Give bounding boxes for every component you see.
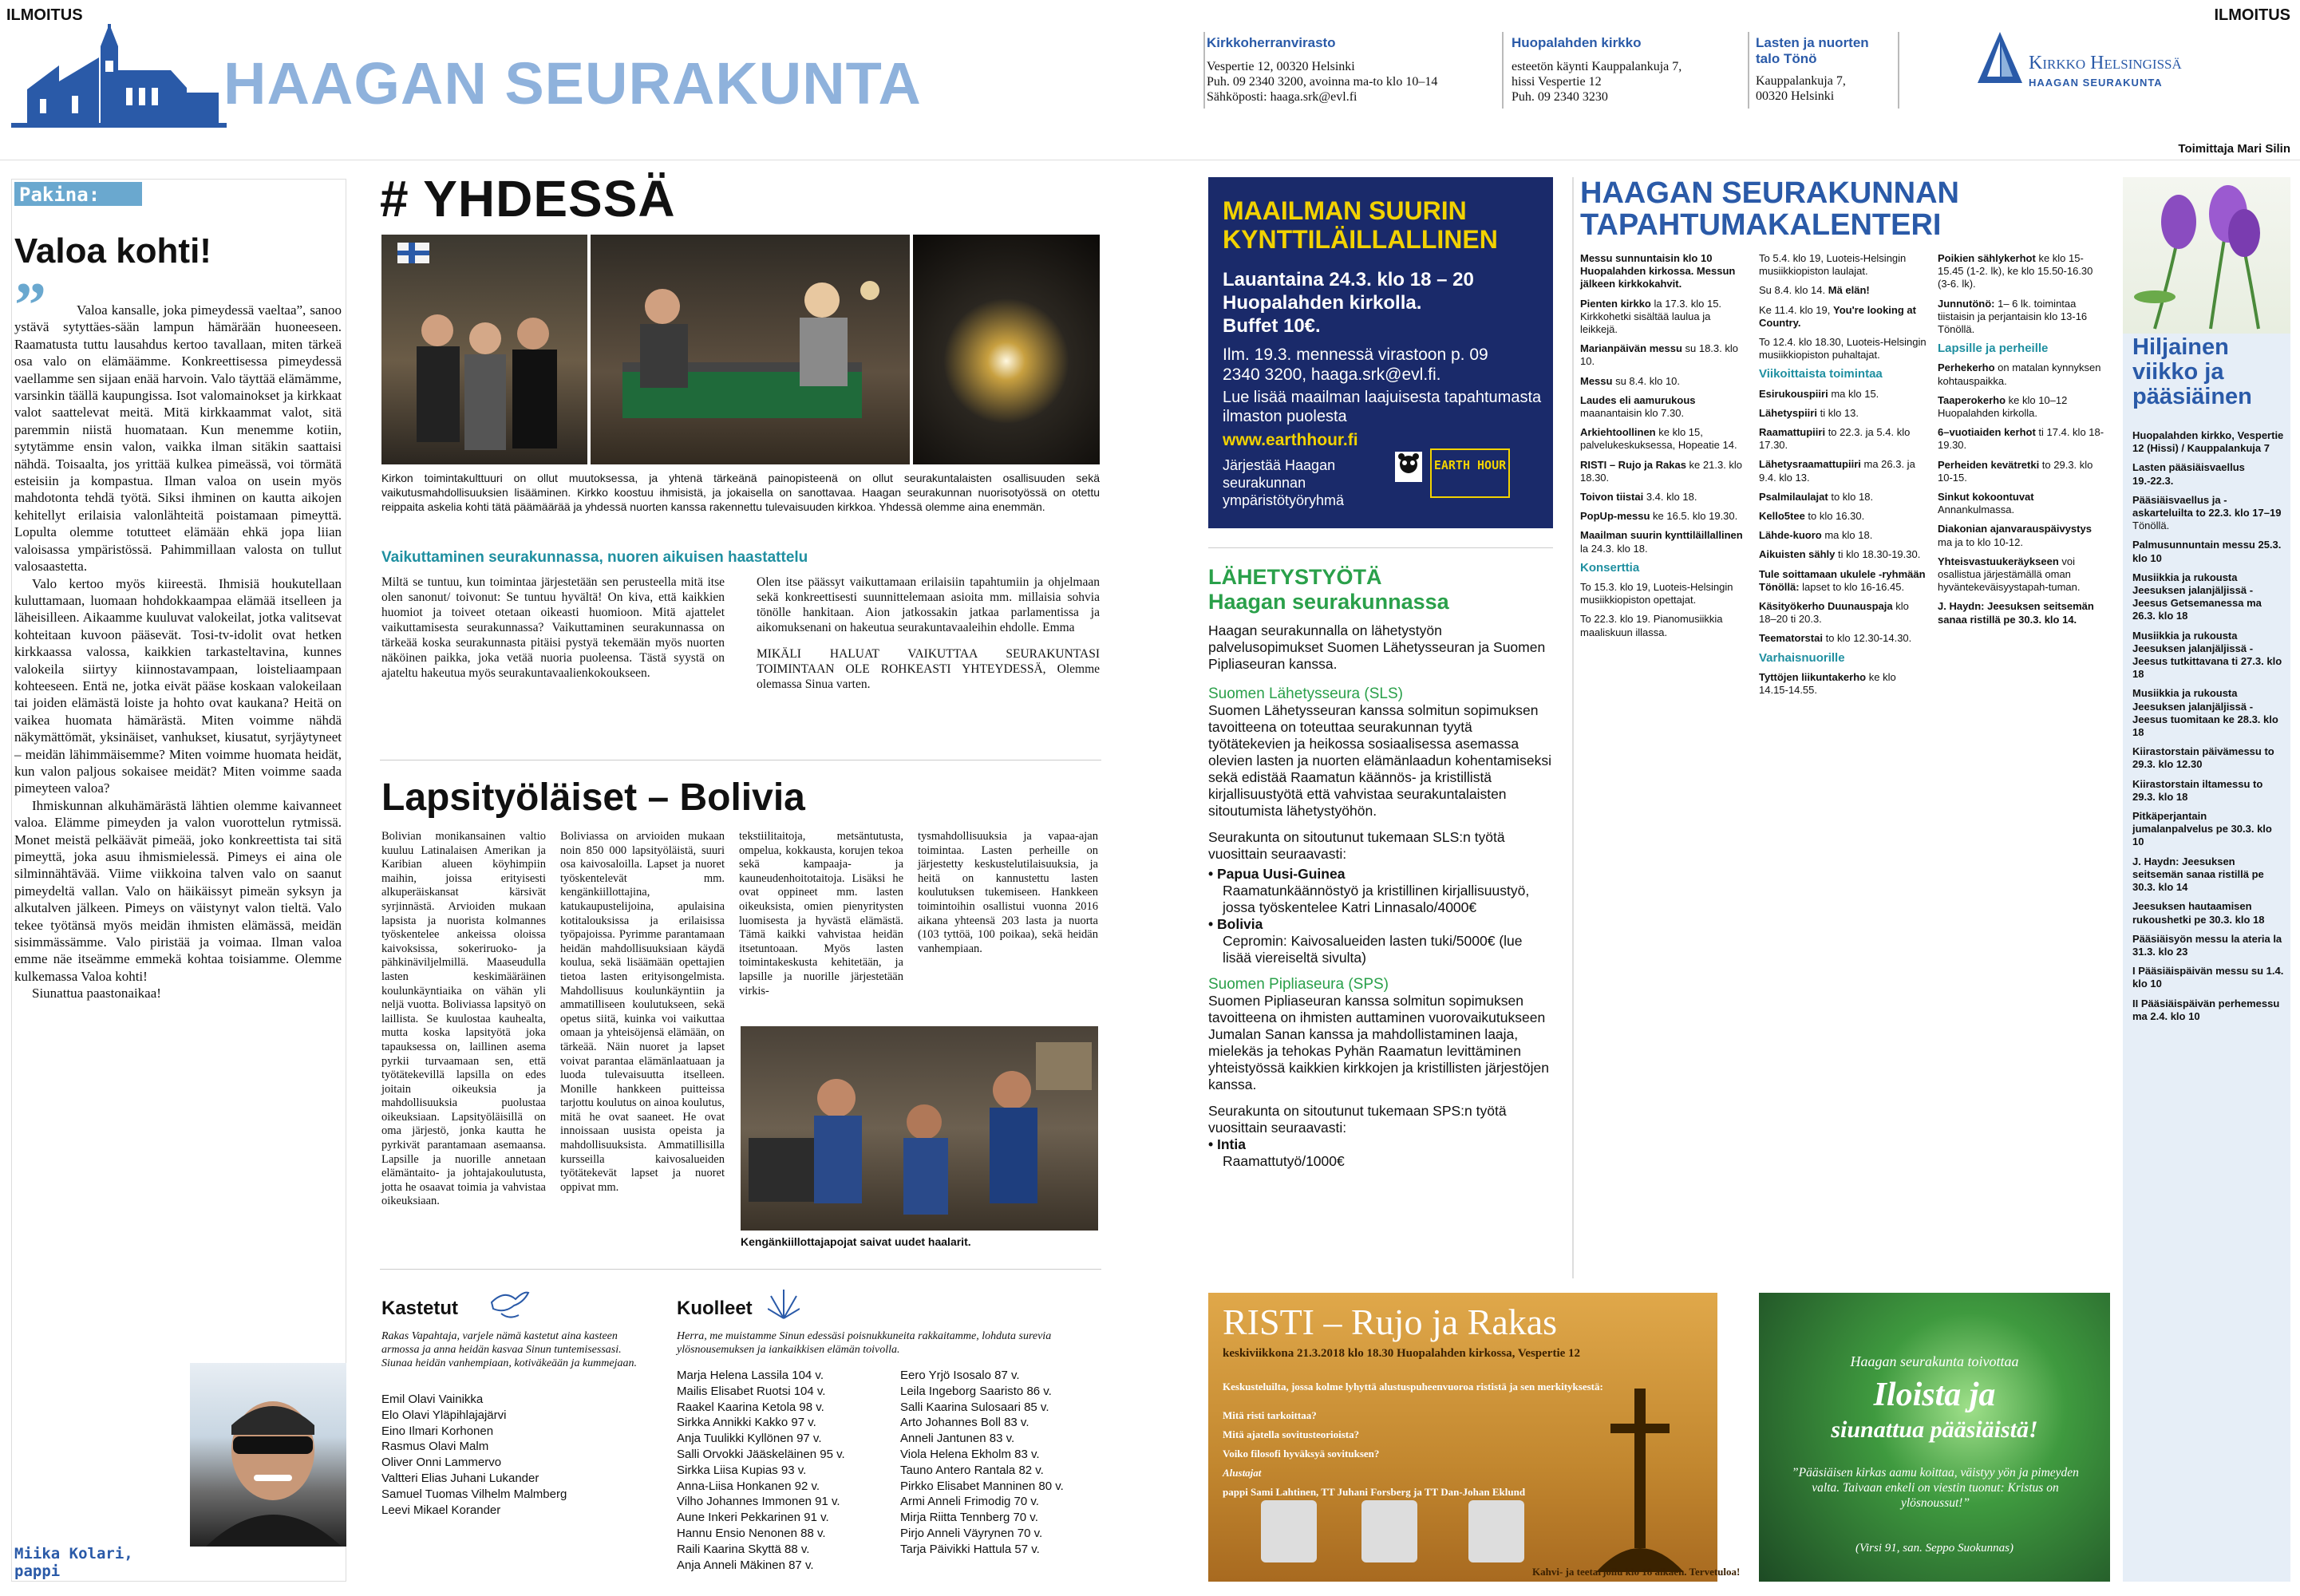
hiljainen-title: Hiljainen viikko ja pääsiäinen bbox=[2132, 334, 2252, 409]
deceased-name: Eero Yrjö Isosalo 87 v. bbox=[900, 1369, 1020, 1382]
quote-mark-icon: ” bbox=[14, 271, 46, 341]
lahetys-intro: Haagan seurakunnalla on lähetystyön palvelusopimukset Suomen Lähetysseuran ja Suomen Pipliaseuran kanssa. bbox=[1208, 622, 1546, 672]
church-line: hissi Vespertie 12 bbox=[1512, 75, 1602, 89]
deceased-name: Anja Anneli Mäkinen 87 v. bbox=[677, 1558, 814, 1572]
baptized-name: Valtteri Elias Juhani Lukander bbox=[381, 1471, 539, 1485]
deceased-name: Salli Orvokki Jääskeläinen 95 v. bbox=[677, 1447, 845, 1461]
earthhour-title bbox=[1223, 196, 1498, 254]
hiljainen-place: Huopalahden kirkko, Vespertie 12 (Hissi) / Kauppalankuja 7 Lasten pääsiäisvaellus 19.-22.3. Pääsiäisvaellus ja -askarteluilta to 22.3. klo 17–19 Tönöllä. Palmusunnuntain messu 25.3. klo 10 Musiikkia ja rukousta Jeesuksen jalanjäljissä - Jeesus Getsemanessa ma 26.3. klo 18 Musiikkia ja rukousta Jeesuksen jalanjäljissä - Jeesus tutkittavana ti 27.3. klo 18 Musiikkia ja rukousta Jeesuksen jalanjäljissä - Jeesus tuomitaan ke 28.3. klo 18 Kiirastorstain päivämessu to 29.3. klo 12.30 Kiirastorstain iltamessu to 29.3. klo 18 Pitkäperjantain jumalanpalvelus pe 30.3. klo 10 J. Haydn: Jeesuksen seitsemän sanaa ristillä pe 30.3. klo 14 Jeesuksen hautaamisen rukoushetki pe 30.3. klo 18 Pääsiäisyön messu la ateria la 31.3. klo 23 I Pääsiäispäivän messu su 1.4. klo 10 II Pääsiäispäivän perhemessu ma 2.4. klo 10 bbox=[2132, 429, 2284, 1022]
pakina-paragraph: Valo kertoo myös kiireestä. Ihmisiä houkutellaan kuluttamaan, luomaan hohdokkaampaa elämää itselleen ja läheisilleen. Aikaamme kuuluvat valokeilat, jotka valitsevat kohteitaan kuvoon pääsevät. Tosi-tv-idolit ovat hetken kirkkaassa valossa, kaikkien tarkasteltavina, kunnes valokeila siirtyy kiinnostavampaan, loisteliaampaan kohteeseen. Entä ne, jotka eivät pääse koskaan valokeilaan tai joiden elämästä loiste ja hohto ovat kaukana? Heitä on vaikea huomata hämärästä. Miten voimme nähdä näkymättömät, yksinäiset, vanhukset, kiusatut, syrjäytyneet – meidän lähimmäisemme? Miten voimme huomata heidät, kun valon paljous sokaisee meidät? Miten voimme saada pimeyteen valoa? bbox=[14, 575, 342, 796]
tulip-photo bbox=[2123, 177, 2290, 334]
risti-question: Mitä ajatella sovitusteorioista? bbox=[1223, 1428, 1360, 1440]
baptized-name: Eino Ilmari Korhonen bbox=[381, 1424, 494, 1438]
sps-sub: Seurakunta on sitoutunut tukemaan SPS:n työtä vuosittain seuraavasti: bbox=[1208, 1103, 1507, 1136]
youth-photo-2 bbox=[591, 235, 910, 464]
candle-photo bbox=[913, 235, 1100, 464]
easter-small: Haagan seurakunta toivottaa bbox=[1850, 1353, 2019, 1369]
photo-caption: Kengänkiillottajapojat saivat uudet haalarit. bbox=[741, 1235, 971, 1248]
calendar-col-1: Messu sunnuntaisin klo 10 Huopalahden kirkossa. Messun jälkeen kirkkokahvit. Pienten kirkko la 17.3. klo 15. Kirkkohetki sisältää laulua ja leikkejä. Marianpäivän messu su 18.3. klo 10. Messu su 8.4. klo 10. Laudes eli aamurukous maanantaisin klo 7.30. Arkiehtoollinen ke klo 15, palvelukeskuksessa, Hopeatie 14. RISTI – Rujo ja Rakas ke 21.3. klo 18.30. Toivon tiistai 3.4. klo 18. PopUp-messu ke 16.5. klo 19.30. Maailman suurin kynttiläillallinen la 24.3. klo 18. Konserttia To 15.3. klo 19, Luoteis-Helsingin musiikkiopiston opettajat. To 22.3. klo 19. Pianomusiikkia maaliskuun illassa. bbox=[1580, 252, 1743, 638]
bolivia-col-1: Bolivian monikansainen valtio kuuluu Latinalaisen Amerikan ja Karibian alueen köyhimpiin maihin, joissa erityisesti alkuperäiskansat kärsivät syrjinnästä. Arvioiden mukaan lapsista ja nuorista kolmannes työskentelee ankeissa oloissa kaivoksissa, sokeriruoko- ja pähkinäviljelmillä. Maaseudulla lasten keskimääräinen koulunkäyntiaika on vähän yli neljä vuotta. Boliviassa lapsityö on laillista. Se kuulostaa kauhealta, mutta koska lapsityötä joka tapauksessa on, laillinen asema pyrkii turvaamaan sen, että työtätekevillä lapsilla on edes joitain oikeuksia ja mahdollisuuksia puolustaa oikeuksiaan. Lapsityöläisillä on oma järjestö, jonka kautta he pyrkivät parantamaan asemaansa. Lapsille ja nuorille annetaan elämäntaito- ja johtajakoulutusta, jotta he osaavat toimia ja vahvistaa oikeuksiaan. bbox=[381, 830, 546, 1208]
baptized-name: Oliver Onni Lammervo bbox=[381, 1456, 502, 1470]
pakina-paragraph: Valoa kansalle, joka pimeydessä vaeltaa”, sanoo ystävä sytyttäes-sään lampun hämärään huoneeseen. Raamatusta tuttu lausahdus kertoo tavallaan, miten tärkeä osa valo on elämäämme. Konkreettisessa pimeydessä vaellamme sen sijaan enää harvoin. Valo täyttää elämämme, varsinkin täällä kaupungissa. Isot valomainokset ja kirkkaat valot saattelevat meitä. Mitä kirkkaammat valot, sitä paremmin niistä huomataan. Kun menemme kotiin, sytytämme ensin valon, vaikka ilman sitäkin saattaisi nähdä. Toisaalta, jos yrittää kulkea pimeässä, voi törmätä esteisiin ja kompastua. Ilman valoa on usein myös mahdotonta tehdä työtä. Siksi ihminen on kautta aikojen kehitellyt erilaisia valonlähteitä poistamaan pimeyttä. Lopulta olemme totutteet elämään ehkä jopa liian valoisassa ympäristössä. Pahimmillaan valosta on tullut valosaastetta. bbox=[14, 302, 342, 575]
shoeshine-boys-photo bbox=[741, 1026, 1098, 1231]
earthhour-badge: EARTH HOUR bbox=[1430, 448, 1510, 498]
deceased-name: Mailis Elisabet Ruotsi 104 v. bbox=[677, 1384, 826, 1398]
tono-info bbox=[1756, 35, 1891, 104]
deceased-name: Tauno Antero Rantala 82 v. bbox=[900, 1463, 1044, 1477]
deceased-name: Anja Tuulikki Kyllönen 97 v. bbox=[677, 1432, 822, 1446]
sps-text: Suomen Pipliaseuran kanssa solmitun sopimuksen tavoitteena on ihmisten auttaminen vuorovaikutukseen Jumalan Sanan kanssa ja mahdollistaminen laaja, mielekäs ja tehokas Pyhän Raamatun levittäminen yhteistyössä kaikkien kirkkojen ja kristillisten järjestöjen kanssa. bbox=[1208, 993, 1549, 1092]
church-line: esteetön käynti Kauppalankuja 7, bbox=[1512, 60, 1682, 73]
logo-name: Kirkko Helsingissä bbox=[2029, 53, 2182, 73]
earthhour-title-line: KYNTTILÄILLALLINEN bbox=[1223, 225, 1498, 254]
wwf-panda-icon bbox=[1395, 452, 1422, 482]
sls-text: Suomen Lähetysseuran kanssa solmitun sopimuksen tavoitteena on toteuttaa seurakunnan tyytä työtätekevien ja heikossa sosiaalisessa asemassa olevien lasten ja nuorten elämänlaadun kohentamiseksi sekä edistää Raamatun käännös- ja kristillistä kirjallisuustyötä että vahvistaa seurakuntalaisten sitoutumista lähetystyöhön. bbox=[1208, 702, 1551, 819]
kalenteri-title-line: TAPAHTUMAKALENTERI bbox=[1580, 208, 1942, 242]
risti-question: Voiko filosofi hyväksyä sovituksen? bbox=[1223, 1448, 1380, 1460]
risti-question: Mitä risti tarkoittaa? bbox=[1223, 1409, 1317, 1421]
pakina-paragraph: Siunattua paastonaikaa! bbox=[32, 986, 161, 1001]
deceased-name: Raili Kaarina Skyttä 88 v. bbox=[677, 1542, 810, 1556]
bolivia-col-2: Boliviassa on arvioiden mukaan noin 850 000 lapsityöläistä, suuri osa kaivosaloilla. Lapset ja nuoret työskentelevät mm. kengänkiillottajina, katukaupustelijoina, apulaisina kotitalouksissa ja erilaisissa työpajoissa. Pyrimme parantamaan heidän mahdollisuuksiaan käydä koulua, sekä lisäämään opettajien tietoa lasten erityisongelmista. Mahdollisuus koulunkäyntiin ja ammatilliseen koulutukseen, sekä opetus siitä, kuinka voi vaikuttaa omaan ja yhteisöjensä elämään, on tärkeää. Näin nuoret ja lapset voivat parantaa elämänlaatuaan ja luoda tulevaisuutta itselleen. Monille hankkeen puitteissa tarjottu koulutus on ainoa koulutus, mitä he ovat saaneet. He ovat innoissaan uusista opeista ja mahdollisuuksista. Ammatillisilla kursseilla kaivosalueiden työtätekevät lapset ja nuoret oppivat mm. bbox=[560, 830, 725, 1194]
church-line: Puh. 09 2340 3230 bbox=[1512, 90, 1608, 104]
deceased-name: Pirkko Elisabet Manninen 80 v. bbox=[900, 1479, 1064, 1493]
easter-ref: (Virsi 91, san. Seppo Suokunnas) bbox=[1855, 1542, 2014, 1555]
earthhour-price: Buffet 10€. bbox=[1223, 315, 1321, 337]
office-title: Kirkkoherranvirasto bbox=[1207, 35, 1336, 50]
pakina-paragraph: Ihmiskunnan alkuhämärästä lähtien olemme kaivanneet valoa. Elämme pimeyden ja valon vuorottelun rytmissä. Monet meistä pelkäävät pimeää, joko konkreettista tai sitä pimeyttä, joka asuu ihmismielessä. Pimeys ei aina ole silminnähtävää. Viime viikkoina talven valo on saanut pimeydeltä vallan. Valo on häikäissyt pimeän syksyn ja alkutalven jälkeen. Pimeys on väistynyt valon tieltä. Valo tekee työtänsä myös meidän ihmisten elämässä, meidän sisimmässämme. Valo piristää ja voimaa. Ilman valoa emme näe itseämme emmekä kohtaa toisiamme. Olemme kulkemassa Valoa kohti! bbox=[14, 797, 342, 984]
interview-col-1: Miltä se tuntuu, kun toimintaa järjestetään sen perusteella mitä itse olen sanonut/ toivonut: Se tuntuu hyvältä! On kiva, että kaikkien huomiot ja toiveet otetaan oikeasti huomioon. Mitä ajattelet vaikuttamisesta seurakunnassa? Vaikuttaminen seurakunnassa on tärkeää koska seurakunnasta pitäisi pystyä tekemään myös nuorten näköinen paikka, joka vetää nuoria puoleensa. Tästä syystä on ajateltu hakeutua myös seurakuntavaalienkokoukseen. bbox=[381, 575, 725, 680]
hiljainen-place-text: Huopalahden kirkko, Vespertie 12 (Hissi) / Kauppalankuja 7 bbox=[2132, 429, 2284, 455]
youth-photo-1 bbox=[381, 235, 587, 464]
earthhour-when: Lauantaina 24.3. klo 18 – 20 bbox=[1223, 269, 1474, 290]
sls-sub: Seurakunta on sitoutunut tukemaan SLS:n työtä vuosittain seuraavasti: bbox=[1208, 829, 1505, 862]
baptism-dove-icon bbox=[488, 1285, 530, 1320]
pakina-body bbox=[14, 302, 342, 1002]
baptized-name: Rasmus Olavi Malm bbox=[381, 1440, 489, 1454]
deceased-name: Vilho Johannes Immonen 91 v. bbox=[677, 1495, 840, 1509]
pakina-title: Valoa kohti! bbox=[14, 231, 211, 271]
lahetys-title bbox=[1208, 565, 1449, 614]
lahetys-title-line: Haagan seurakunnassa bbox=[1208, 590, 1449, 614]
earthhour-title-line: MAAILMAN SUURIN bbox=[1223, 196, 1467, 225]
divider bbox=[1748, 32, 1749, 109]
pakina-author: Miika Kolari, pappi bbox=[14, 1545, 133, 1580]
church-info bbox=[1512, 35, 1751, 105]
church-silhouette-icon bbox=[11, 24, 227, 128]
office-info bbox=[1207, 35, 1494, 105]
earthhour-where: Huopalahden kirkolla. bbox=[1223, 292, 1422, 314]
deceased-name: Salli Kaarina Sulosaari 85 v. bbox=[900, 1400, 1049, 1414]
easter-title-line: siunattua pääsiäistä! bbox=[1831, 1416, 2038, 1443]
deceased-name: Marja Helena Lassila 104 v. bbox=[677, 1369, 824, 1382]
deceased-name: Aune Inkeri Pekkarinen 91 v. bbox=[677, 1511, 829, 1525]
deceased-name: Hannu Ensio Nenonen 88 v. bbox=[677, 1526, 826, 1540]
kuolleet-title: Kuolleet bbox=[677, 1298, 753, 1319]
sps-item: • Intia bbox=[1208, 1136, 1246, 1152]
kalenteri-title bbox=[1580, 177, 1959, 241]
baptized-name: Leevi Mikael Korander bbox=[381, 1503, 501, 1517]
section-rule bbox=[1208, 547, 1553, 548]
ilmoitus-label-right: ILMOITUS bbox=[2214, 6, 2290, 24]
speaker-photo bbox=[1261, 1500, 1317, 1562]
editor-credit: Toimittaja Mari Silin bbox=[2178, 142, 2290, 156]
speaker-photo bbox=[1361, 1500, 1417, 1562]
deceased-name: Pirjo Anneli Väyrynen 70 v. bbox=[900, 1526, 1043, 1540]
kastetut-title: Kastetut bbox=[381, 1298, 459, 1319]
kastetut-list bbox=[381, 1392, 645, 1518]
risti-title: RISTI – Rujo ja Rakas bbox=[1223, 1302, 1558, 1342]
kuolleet-intro: Herra, me muistamme Sinun edessäsi poisnukkuneita rakkaitamme, lohduta surevia ylösnousemuksen ja iankaikkisen elämän toivolla. bbox=[677, 1330, 1052, 1356]
risti-date: keskiviikkona 21.3.2018 klo 18.30 Huopalahden kirkossa, Vespertie 12 bbox=[1223, 1347, 1581, 1360]
interview-callout: MIKÄLI HALUAT VAIKUTTAA SEURAKUNTASI TOIMINTAAN OLE ROHKEASTI YHTEYDESSÄ, Olemme olemassa Sinua varten. bbox=[757, 647, 1100, 691]
speaker-photo bbox=[1468, 1500, 1524, 1562]
earthhour-org: Järjestää Haagan seurakunnan ympäristötyöryhmä bbox=[1223, 457, 1345, 508]
risti-speakers: pappi Sami Lahtinen, TT Juhani Forsberg ja TT Dan-Johan Eklund bbox=[1223, 1486, 1526, 1498]
divider bbox=[1898, 32, 1899, 109]
yhdessa-intro: Kirkon toimintakulttuuri on ollut muutoksessa, ja yhtenä tärkeänä painopisteenä on ollut seurakuntalaisten osallisuuden sekä vaikutusmahdollisuuksien lisääminen. Kirkko koostuu ihmisistä, ja jokaisella on sanottavaa. Haagan seurakunnan nuorisotyössä on otettu reippaita askelia kohti tätä päämäärää ja yhdessä nuorten kanssa rakennettu tulevaisuuden kirkkoa. Yhdessä olemme aina enemmän. bbox=[381, 472, 1100, 513]
deceased-name: Anneli Jantunen 83 v. bbox=[900, 1432, 1015, 1446]
earthhour-url[interactable]: www.earthhour.fi bbox=[1223, 431, 1358, 449]
deceased-name: Raakel Kaarina Ketola 98 v. bbox=[677, 1400, 824, 1414]
deceased-name: Armi Anneli Frimodig 70 v. bbox=[900, 1495, 1039, 1509]
easter-title-line: Iloista ja bbox=[1873, 1377, 1996, 1413]
divider bbox=[1572, 177, 1574, 1278]
office-line: Puh. 09 2340 3200, avoinna ma-to klo 10–14 bbox=[1207, 75, 1438, 89]
kastetut-intro: Rakas Vapahtaja, varjele nämä kastetut aina kasteen armossa ja anna heidän kasvaa Sinun tuntemisessasi. Siunaa heidän vanhempiaan, kotiväkeään ja kummejaan. bbox=[381, 1330, 637, 1369]
kalenteri-title-line: HAAGAN SEURAKUNNAN bbox=[1580, 176, 1959, 210]
office-line: Vespertie 12, 00320 Helsinki bbox=[1207, 60, 1355, 73]
deceased-name: Tarja Päivikki Hattula 57 v. bbox=[900, 1542, 1040, 1556]
sls-item: • Bolivia bbox=[1208, 916, 1263, 932]
sps-item-detail: Raamattutyö/1000€ bbox=[1223, 1153, 1345, 1169]
calendar-col-2: To 5.4. klo 19, Luoteis-Helsingin musiikkiopiston laulajat. Su 8.4. klo 14. Mä elän! Ke 11.4. klo 19, You're looking at Country. To 12.4. klo 18.30, Luoteis-Helsingin musiikkiopiston puhaltajat. Viikoittaista toimintaa Esirukouspiiri ma klo 15. Lähetyspiiri ti klo 13. Raamattupiiri to 22.3. ja 5.4. klo 17.30. Lähetysraamattupiiri ma 26.3. ja 9.4. klo 13. Psalmilaulajat to klo 18. Kello5tee to klo 16.30. Lähde-kuoro ma klo 18. Aikuisten sähly ti klo 18.30-19.30. Tule soittamaan ukulele -ryhmään Tönöllä: lapset to klo 16-16.45. Käsityökerho Duunauspaja klo 18–20 ti 20.3. Teematorstai to klo 12.30-14.30. Varhaisnuorille Tyttöjen liikuntakerho ke klo 14.15-14.55. bbox=[1759, 252, 1927, 697]
deceased-name: Leila Ingeborg Saaristo 86 v. bbox=[900, 1384, 1052, 1398]
baptized-name: Elo Olavi Yläpihlajajärvi bbox=[381, 1408, 507, 1422]
deceased-name: Mirja Riitta Tennberg 70 v. bbox=[900, 1511, 1038, 1525]
bolivia-col-4: tysmahdollisuuksia ja vapaa-ajan toimintaa. Lasten perheille on järjestetty keskustelutilaisuuksia, ja heitä on kannustettu lasten koulutuksen tukemiseen. Hankkeen toimintoihin osallistui vuonna 2016 aikana yhteensä 203 lasta ja nuorta (103 tyttöä, 100 poikaa), sekä heidän vanhempiaan. bbox=[918, 830, 1098, 955]
deceased-name: Anna-Liisa Honkanen 92 v. bbox=[677, 1479, 820, 1493]
tono-title: Lasten ja nuorten talo Tönö bbox=[1756, 35, 1869, 66]
divider bbox=[1203, 32, 1205, 109]
sps-item-label: Intia bbox=[1217, 1136, 1246, 1152]
risti-speakers-label: Alustajat bbox=[1223, 1467, 1262, 1479]
sls-title: Suomen Lähetysseura (SLS) bbox=[1208, 685, 1403, 702]
sls-item-detail: Raamatunkäännöstyö ja kristillinen kirjallisuustyö, jossa työskentelee Katri Linnasalo/4000€ bbox=[1223, 883, 1530, 915]
sun-rays-icon bbox=[768, 1286, 800, 1321]
sls-item-label: Bolivia bbox=[1217, 916, 1263, 932]
earthhour-more: Lue lisää maailman laajuisesta tapahtumasta ilmaston puolesta bbox=[1223, 389, 1542, 425]
sls-item-detail: Cepromin: Kaivosalueiden lasten tuki/5000€ (lue lisää viereiseltä sivulta) bbox=[1223, 933, 1523, 966]
kuolleet-list-1 bbox=[677, 1368, 884, 1573]
interview-answer: Olen itse päässyt vaikuttamaan erilaisiin tapahtumiin ja ohjelmaan sekä konkreettisesti suunnittelemaan asioita mm. millaisia sohvia tönölle hankitaan. Aion jatkossakin jatkaa parlamentissa ja aikomuksenani on hakeutua seurakuntavaaleihin ehdolle. Emma bbox=[757, 575, 1100, 634]
lahetys-title-line: LÄHETYSTYÖTÄ bbox=[1208, 565, 1382, 589]
sls-item: • Papua Uusi-Guinea bbox=[1208, 866, 1346, 882]
deceased-name: Sirkka Annikki Kakko 97 v. bbox=[677, 1416, 816, 1430]
kuolleet-list-2 bbox=[900, 1368, 1100, 1558]
kirkko-logo-icon bbox=[1978, 32, 2022, 83]
easter-title bbox=[1759, 1377, 2110, 1448]
baptized-name: Samuel Tuomas Vilhelm Malmberg bbox=[381, 1487, 567, 1501]
deceased-name: Sirkka Liisa Kupias 93 v. bbox=[677, 1463, 807, 1477]
interview-col-2 bbox=[757, 575, 1100, 692]
earthhour-details bbox=[1223, 268, 1542, 338]
risti-text: Keskusteluilta, jossa kolme lyhyttä alustuspuheenvuoroa rististä ja sen merkityksestä: bbox=[1223, 1381, 1603, 1393]
baptized-name: Emil Olavi Vainikka bbox=[381, 1393, 484, 1406]
earthhour-ilm: Ilm. 19.3. mennessä virastoon p. 09 2340 3200, haaga.srk@evl.fi. bbox=[1223, 346, 1488, 384]
deceased-name: Viola Helena Ekholm 83 v. bbox=[900, 1447, 1040, 1461]
yhdessa-subtitle: Vaikuttaminen seurakunnassa, nuoren aikuisen haastattelu bbox=[381, 549, 808, 566]
sls-item-label: Papua Uusi-Guinea bbox=[1217, 866, 1346, 882]
pakina-label: Pakina: bbox=[14, 182, 142, 206]
tono-line: Kauppalankuja 7, bbox=[1756, 74, 1846, 88]
bolivia-col-3: tekstiilitaitoja, metsäntutusta, ompelua, kokkausta, korujen tekoa sekä kampaaja- ja kauneudenhoitotaitoja. Lisäksi he ovat oppineet mm. lasten oikeuksista, omien pienyritysten luomisesta ja hyvästä elämästä. Tämä kaikki vahvistaa heidän itsetuntoaan. Myös lasten toimintakeskusta kehitetään, ja lapsille ja nuorille järjestetään virkis- bbox=[739, 830, 903, 998]
tono-line: 00320 Helsinki bbox=[1756, 89, 1835, 103]
sps-title: Suomen Pipliaseura (SPS) bbox=[1208, 976, 1389, 993]
author-portrait bbox=[190, 1363, 346, 1547]
risti-footer: Kahvi- ja teetarjoilu klo 18 alkaen. Tervetuloa! bbox=[1532, 1566, 1741, 1578]
easter-quote: ”Pääsiäisen kirkas aamu koittaa, väistyy yön ja pimeyden valta. Taivaan enkeli on viestin tuonut: Kristus on ylösnoussut!” bbox=[1792, 1466, 2079, 1510]
cross-icon bbox=[1596, 1381, 1684, 1572]
section-rule bbox=[380, 1269, 1101, 1270]
deceased-name: Arto Johannes Boll 83 v. bbox=[900, 1416, 1029, 1430]
lahetys-body bbox=[1208, 622, 1553, 1170]
ilmoitus-label-left: ILMOITUS bbox=[6, 6, 83, 24]
church-title: Huopalahden kirkko bbox=[1512, 35, 1642, 50]
office-line: Sähköposti: haaga.srk@evl.fi bbox=[1207, 90, 1357, 104]
page-title: HAAGAN SEURAKUNTA bbox=[223, 50, 922, 117]
divider bbox=[1502, 32, 1504, 109]
yhdessa-title: # YHDESSÄ bbox=[380, 170, 676, 227]
calendar-col-3: Poikien sählykerhot ke klo 15-15.45 (1-2. lk), ke klo 15.50-16.30 (3-6. lk). Junnutönö: 1– 6 lk. toimintaa tiistaisin ja perjantaisin klo 13-16 Tönöllä. Lapsille ja perheille Perhekerho on matalan kynnyksen kohtauspaikka. Taaperokerho ke klo 10–12 Huopalahden kirkolla. 6–vuotiaiden kerhot ti 17.4. klo 18-19.30. Perheiden kevätretki to 29.3. klo 10-15. Sinkut kokoontuvat Annankulmassa. Diakonian ajanvarauspäivystys ma ja to klo 10-12. Yhteisvastuukeräykseen voi osallistua järjestämällä oman hyväntekeväisyystapah-tuman. J. Haydn: Jeesuksen seitsemän sanaa ristillä pe 30.3. klo 14. bbox=[1938, 252, 2104, 626]
logo-subtitle: HAAGAN SEURAKUNTA bbox=[2029, 77, 2163, 89]
bolivia-title: Lapsityöläiset – Bolivia bbox=[381, 776, 805, 819]
